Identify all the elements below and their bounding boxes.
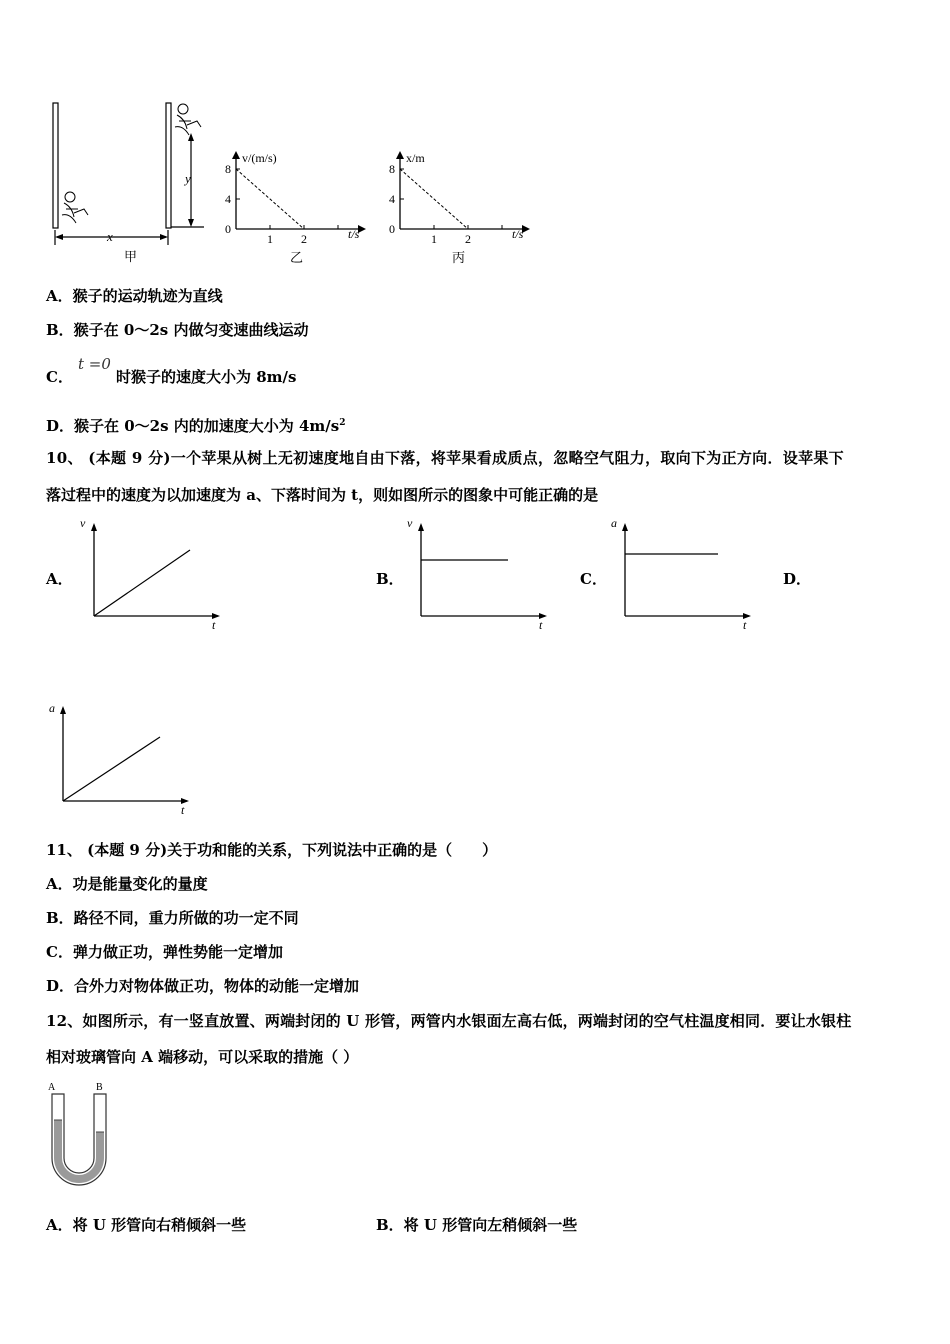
q9-option-a: A．猴子的运动轨迹为直线	[46, 287, 223, 305]
q12-option-b: B．将 U 形管向左稍倾斜一些	[376, 1216, 578, 1234]
q9-option-d	[46, 414, 346, 435]
u-tube-figure	[44, 1080, 114, 1190]
bing-x-axis-label: t/s	[512, 227, 524, 241]
bing-xtick-label: 2	[465, 232, 471, 246]
q11-option-c: C．弹力做正功，弹性势能一定增加	[46, 943, 283, 961]
q10-graph-a	[78, 515, 228, 630]
q9-option-b: B．猴子在 0～2s 内做匀变速曲线运动	[46, 321, 309, 339]
figure-yi-label: 乙	[290, 250, 304, 265]
monkey-bottom-icon	[62, 192, 88, 223]
q10-graph-b	[405, 515, 555, 630]
y-distance-label: y	[185, 171, 191, 186]
bing-ytick-label: 8	[389, 162, 395, 176]
bing-ytick-label: 0	[389, 222, 395, 236]
figure-jia	[44, 95, 224, 265]
x-distance-label: x	[107, 229, 113, 244]
figure-bing-displacement-chart	[380, 145, 540, 270]
yi-xtick-label: 1	[267, 232, 273, 246]
q10-option-c-label: C．	[580, 570, 607, 588]
q9-option-d-text: D．猴子在 0～2s 内的加速度大小为 4m/s	[46, 417, 340, 435]
q10-graph-d	[47, 700, 197, 818]
left-pole	[53, 103, 58, 228]
q9-option-d-superscript: 2	[339, 418, 346, 428]
q10-graph-a-line	[94, 550, 190, 616]
q10-stem-line1: 10、 (本题 9 分)一个苹果从树上无初速度地自由下落，将苹果看成质点，忽略空气阻力，取向下为正方向．设苹果下	[46, 449, 844, 467]
q12-option-a: A．将 U 形管向右稍倾斜一些	[46, 1216, 247, 1234]
q10-graph-b-ylabel: v	[407, 516, 413, 530]
q10-graph-c-xlabel: t	[743, 618, 747, 632]
q9-option-c-prefix: C．	[46, 368, 73, 386]
yi-ytick-label: 8	[225, 162, 231, 176]
figure-bing-label: 丙	[452, 250, 466, 265]
q11-option-b: B．路径不同，重力所做的功一定不同	[46, 909, 299, 927]
q11-stem: 11、 (本题 9 分)关于功和能的关系，下列说法中正确的是（ ）	[46, 841, 498, 859]
yi-xtick-label: 2	[301, 232, 307, 246]
figure-yi-velocity-chart	[216, 145, 376, 270]
bing-xtick-label: 1	[431, 232, 437, 246]
tube-end-a-label: A	[48, 1082, 56, 1093]
yi-y-axis-label: v/(m/s)	[242, 151, 277, 165]
yi-ytick-label: 4	[225, 192, 231, 206]
q10-option-a-label: A．	[46, 570, 73, 588]
q12-stem-line1: 12、如图所示，有一竖直放置、两端封闭的 U 形管，两管内水银面左高右低，两端封闭的空气柱温度相同．要让水银柱	[46, 1012, 852, 1030]
q10-option-d-label: D．	[783, 570, 812, 588]
q9-option-c-suffix: 时猴子的速度大小为 8m/s	[116, 368, 297, 386]
q10-stem-line2: 落过程中的速度为以加速度为 a、下落时间为 t，则如图所示的图象中可能正确的是	[46, 486, 599, 504]
q10-option-b-label: B．	[376, 570, 404, 588]
bing-y-axis-label: x/m	[406, 151, 425, 165]
q10-graph-d-ylabel: a	[49, 701, 55, 715]
bing-ytick-label: 4	[389, 192, 395, 206]
q11-option-a: A．功是能量变化的量度	[46, 875, 208, 893]
q10-graph-c	[609, 515, 759, 630]
q10-graph-d-line	[63, 737, 160, 801]
monkey-top-icon	[175, 104, 201, 135]
figure-jia-label: 甲	[124, 249, 138, 264]
right-pole	[166, 103, 171, 228]
yi-x-axis-label: t/s	[348, 227, 360, 241]
q10-graph-a-xlabel: t	[212, 618, 216, 632]
tube-end-b-label: B	[96, 1082, 103, 1093]
yi-data-line	[236, 169, 304, 229]
bing-data-line	[400, 169, 468, 229]
q10-graph-b-xlabel: t	[539, 618, 543, 632]
q10-graph-d-xlabel: t	[181, 803, 185, 817]
q10-graph-c-ylabel: a	[611, 516, 617, 530]
q12-stem-line2: 相对玻璃管向 A 端移动，可以采取的措施（ ）	[46, 1048, 359, 1066]
q10-graph-a-ylabel: v	[80, 516, 86, 530]
q11-option-d: D．合外力对物体做正功，物体的动能一定增加	[46, 977, 360, 995]
yi-ytick-label: 0	[225, 222, 231, 236]
q9-option-c-formula: t =0	[78, 355, 111, 373]
